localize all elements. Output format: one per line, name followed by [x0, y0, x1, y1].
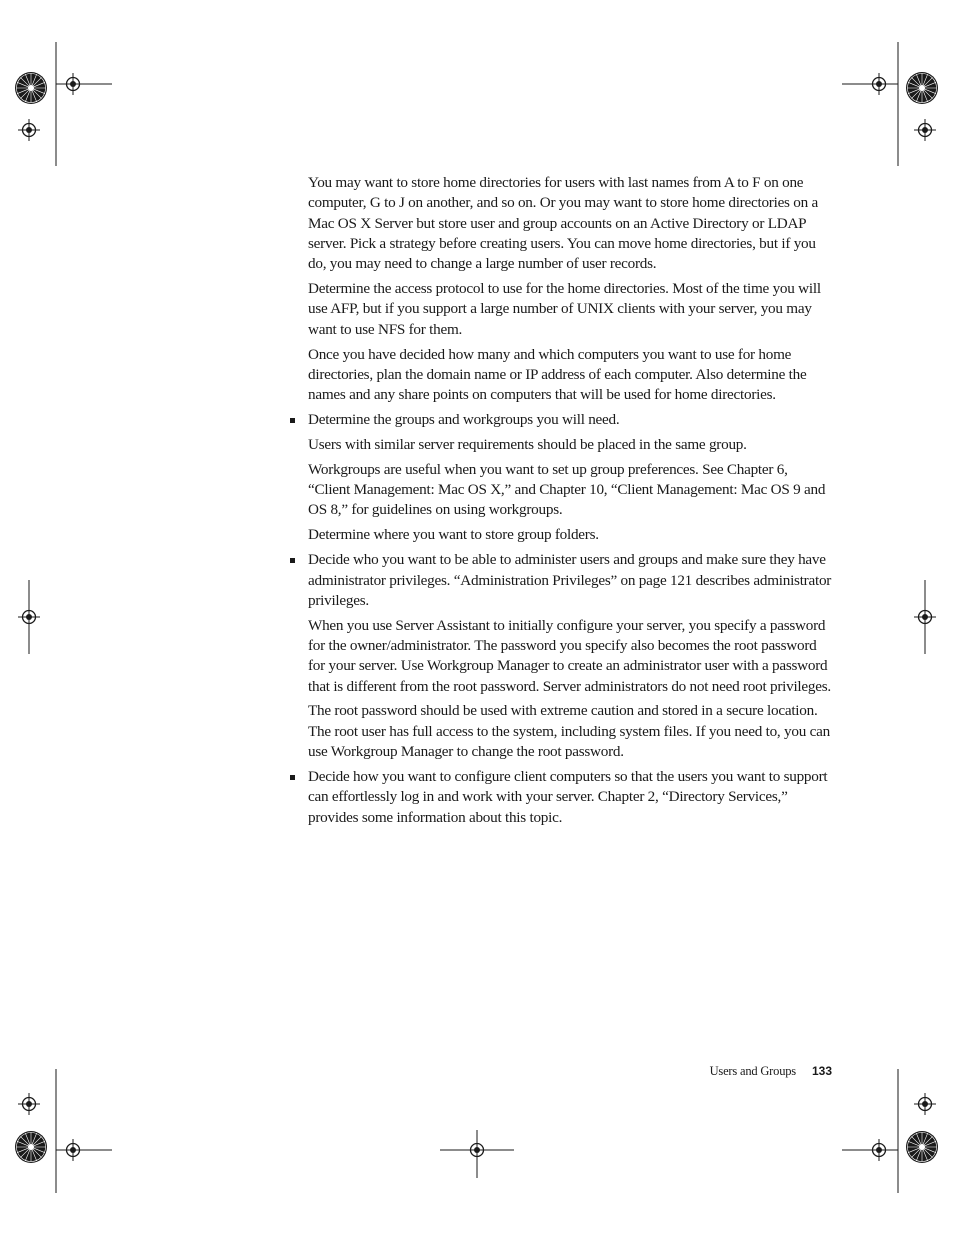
page-number: 133: [811, 1064, 832, 1078]
bullet-item: [308, 550, 832, 611]
registration-mark-icon: [62, 1139, 84, 1161]
registration-mark-icon: [18, 119, 40, 141]
registration-mark-icon: [914, 119, 936, 141]
paragraph: Workgroups are useful when you want to set up group preferences. See Chapter 6, “Client Management: Mac OS X,” and Chapter 10, “Client Management: Mac OS 9 and OS 8,” for guidelines on using workgroups.: [308, 460, 826, 519]
paragraph: Users with similar server requirements should be placed in the same group.: [308, 435, 747, 453]
registration-mark-icon: [868, 73, 890, 95]
paragraph: Determine where you want to store group folders.: [308, 526, 599, 544]
bullet-item: [308, 767, 832, 828]
star-target-icon: [906, 1131, 938, 1163]
bullet-square-icon: [290, 558, 295, 563]
bullet-item: [308, 410, 832, 430]
footer-section-title: Users and Groups: [709, 1064, 796, 1078]
registration-mark-icon: [466, 1139, 488, 1161]
page-body: [308, 173, 832, 832]
paragraph: When you use Server Assistant to initially configure your server, you specify a password for the owner/administrator. The password you specify also becomes the root password for your server. Use Workgroup Manager to create an administrator user with a password that is different from the root password. Server administrators do not need root privileges.: [308, 616, 831, 695]
star-target-icon: [15, 72, 47, 104]
paragraph: The root password should be used with extreme caution and stored in a secure location. The root user has full access to the system, including system files. If you need to, you can use Workgroup Manager to change the root password.: [308, 702, 830, 761]
paragraph: Determine the access protocol to use for the home directories. Most of the time you will use AFP, but if you support a large number of UNIX clients with your server, you may want to use NFS for them.: [308, 280, 821, 338]
paragraph: You may want to store home directories for users with last names from A to F on one computer, G to J on another, and so on. Or you may want to store home directories on a Mac OS X Server but store user and group accounts on an Active Directory or LDAP server. Pick a strategy before creating users. You can move home directories, but if you do, you may need to change a large number of user records.: [308, 174, 818, 273]
bullet-text: Decide who you want to be able to administer users and groups and make sure they have administrator privileges. “Administration Privileges” on page 121 describes administrator privileges.: [308, 551, 832, 609]
bullet-text: Determine the groups and workgroups you will need.: [308, 411, 620, 429]
page-footer: [710, 1063, 832, 1079]
bullet-square-icon: [290, 775, 295, 780]
registration-mark-icon: [868, 1139, 890, 1161]
registration-mark-icon: [62, 73, 84, 95]
bullet-text: Decide how you want to configure client computers so that the users you want to support can effortlessly log in and work with your server. Chapter 2, “Directory Services,” provides some information about this topic.: [308, 767, 828, 826]
star-target-icon: [15, 1131, 47, 1163]
star-target-icon: [906, 72, 938, 104]
registration-mark-icon: [18, 1093, 40, 1115]
registration-mark-icon: [914, 606, 936, 628]
registration-mark-icon: [18, 606, 40, 628]
paragraph: Once you have decided how many and which computers you want to use for home directories, plan the domain name or IP address of each computer. Also determine the names and any share points on computers that will be used for home directories.: [308, 345, 807, 404]
registration-mark-icon: [914, 1093, 936, 1115]
bullet-square-icon: [290, 418, 295, 423]
